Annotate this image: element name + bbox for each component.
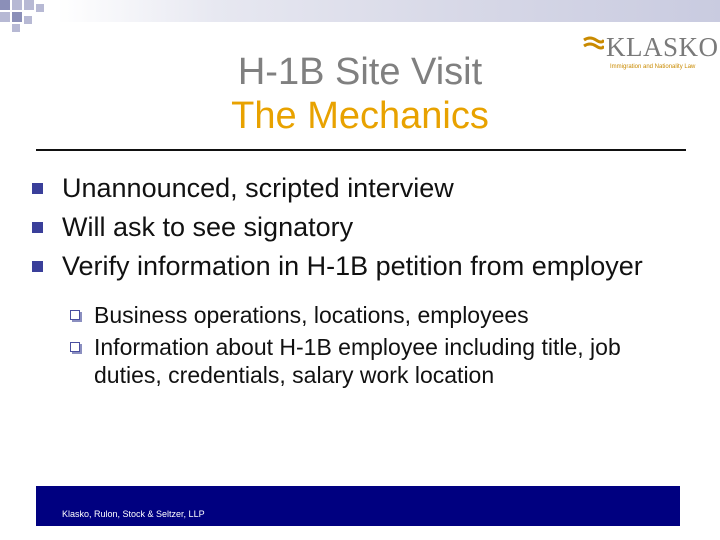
- bullet-text: Unannounced, scripted interview: [62, 173, 454, 203]
- spacer: [30, 289, 690, 301]
- title-line-1: H-1B Site Visit: [237, 51, 483, 93]
- decor-square: [36, 4, 44, 12]
- bullet-square-icon: [32, 183, 43, 194]
- footer-bar: [36, 486, 680, 526]
- decor-square: [12, 12, 22, 22]
- sub-bullet-text: Business operations, locations, employees: [94, 302, 529, 328]
- logo-word: KLASKO: [606, 32, 719, 62]
- logo-tagline: Immigration and Nationality Law: [610, 64, 696, 70]
- sub-bullet-checkbox-icon: [70, 342, 80, 352]
- sub-bullet-checkbox-icon: [70, 310, 80, 320]
- decor-square: [12, 24, 20, 32]
- sub-bullet-text: Information about H-1B employee including title, job duties, credentials, salary work location: [94, 334, 621, 388]
- decor-square: [24, 16, 32, 24]
- bullet-square-icon: [32, 261, 43, 272]
- bullet-item: [30, 211, 690, 244]
- bullet-item: [30, 250, 690, 283]
- klasko-logo-mark-icon: [582, 34, 604, 56]
- sub-bullet-item: [30, 301, 690, 329]
- bullet-list: [30, 172, 690, 393]
- decor-square: [0, 0, 10, 10]
- top-decorative-band: [0, 0, 720, 22]
- sub-bullet-item: [30, 333, 690, 389]
- bullet-text: Verify information in H-1B petition from employer: [62, 251, 643, 281]
- slide-title: [160, 50, 560, 138]
- bullet-text: Will ask to see signatory: [62, 212, 354, 242]
- title-line-2: The Mechanics: [231, 95, 489, 137]
- footer-text: Klasko, Rulon, Stock & Seltzer, LLP: [62, 509, 205, 519]
- title-divider: [36, 149, 686, 151]
- bullet-item: [30, 172, 690, 205]
- bullet-square-icon: [32, 222, 43, 233]
- decor-square: [24, 0, 34, 10]
- decor-square: [12, 0, 22, 10]
- klasko-logo: [582, 28, 719, 74]
- decor-square: [0, 12, 10, 22]
